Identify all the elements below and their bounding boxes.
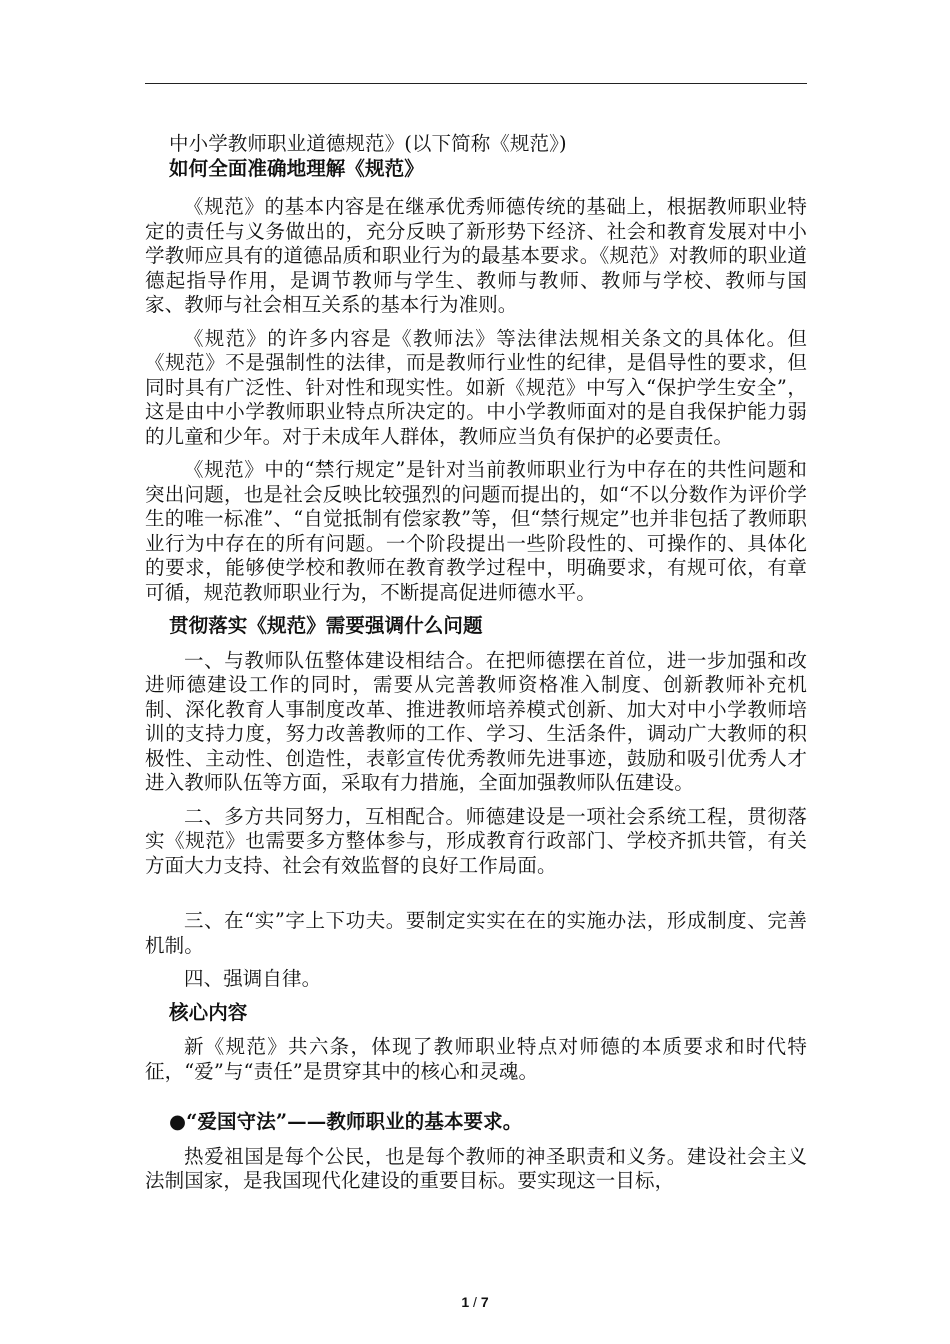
paragraph-5: 二、多方共同努力，互相配合。师德建设是一项社会系统工程，贯彻落实《规范》也需要多方整体参与，形成教育行政部门、学校齐抓共管，有关方面大力支持、社会有效监督的良好工作局面。 <box>145 804 807 877</box>
page-number <box>0 1294 950 1310</box>
paragraph-6: 三、在“实”字上下功夫。要制定实实在在的实施办法，形成制度、完善机制。 <box>145 909 807 957</box>
page-separator: / <box>473 1294 477 1310</box>
intro-line: 中小学教师职业道德规范》(以下简称《规范》) <box>169 132 567 155</box>
section-heading-implementation: 贯彻落实《规范》需要强调什么问题 <box>169 614 483 637</box>
paragraph-7: 四、强调自律。 <box>184 967 322 990</box>
paragraph-2: 《规范》的许多内容是《教师法》等法律法规相关条文的具体化。但《规范》不是强制性的法律，而是教师行业性的纪律，是倡导性的要求，但同时具有广泛性、针对性和现实性。如新《规范》中写入“保护学生安全”，这是由中小学教师职业特点所决定的。中小学教师面对的是自我保护能力弱的儿童和少年。对于未成年人群体，教师应当负有保护的必要责任。 <box>145 326 807 448</box>
paragraph-8: 新《规范》共六条，体现了教师职业特点对师德的本质要求和时代特征，“爱”与“责任”是贯穿其中的核心和灵魂。 <box>145 1035 807 1083</box>
section-heading-understanding: 如何全面准确地理解《规范》 <box>169 156 424 180</box>
paragraph-9: 热爱祖国是每个公民，也是每个教师的神圣职责和义务。建设社会主义法制国家，是我国现代化建设的重要目标。要实现这一目标， <box>145 1144 807 1192</box>
page-total: 7 <box>480 1294 489 1310</box>
paragraph-1: 《规范》的基本内容是在继承优秀师德传统的基础上，根据教师职业特定的责任与义务做出的，充分反映了新形势下经济、社会和教育发展对中小学教师应具有的道德品质和职业行为的最基本要求。《规范》对教师的职业道德起指导作用，是调节教师与学生、教师与教师、教师与学校、教师与国家、教师与社会相互关系的基本行为准则。 <box>145 195 807 316</box>
page-current: 1 <box>461 1294 470 1310</box>
section-heading-patriotism: ●“爱国守法”——教师职业的基本要求。 <box>169 1110 523 1133</box>
spacer <box>145 887 807 909</box>
spacer <box>145 1093 807 1101</box>
paragraph-4: 一、与教师队伍整体建设相结合。在把师德摆在首位，进一步加强和改进师德建设工作的同时，需要从完善教师资格准入制度、创新教师补充机制、深化教育人事制度改革、推进教师培养模式创新、加大对中小学教师培训的支持力度，努力改善教师的工作、学习、生活条件，调动广大教师的积极性、主动性、创造性，表彰宣传优秀教师先进事迹，鼓励和吸引优秀人才进入教师队伍等方面，采取有力措施，全面加强教师队伍建设。 <box>145 648 807 794</box>
section-heading-core-content: 核心内容 <box>169 1000 248 1024</box>
paragraph-3: 《规范》中的“禁行规定”是针对当前教师职业行为中存在的共性问题和突出问题，也是社会反映比较强烈的问题而提出的，如“不以分数作为评价学生的唯一标准”、“自觉抵制有偿家教”等，但“禁行规定”也并非包括了教师职业行为中存在的所有问题。一个阶段提出一些阶段性的、可操作的、具体化的要求，能够使学校和教师在教育教学过程中，明确要求，有规可依，有章可循，规范教师职业行为，不断提高促进师德水平。 <box>145 458 807 604</box>
header-rule <box>145 83 807 84</box>
document-body <box>145 132 807 1203</box>
